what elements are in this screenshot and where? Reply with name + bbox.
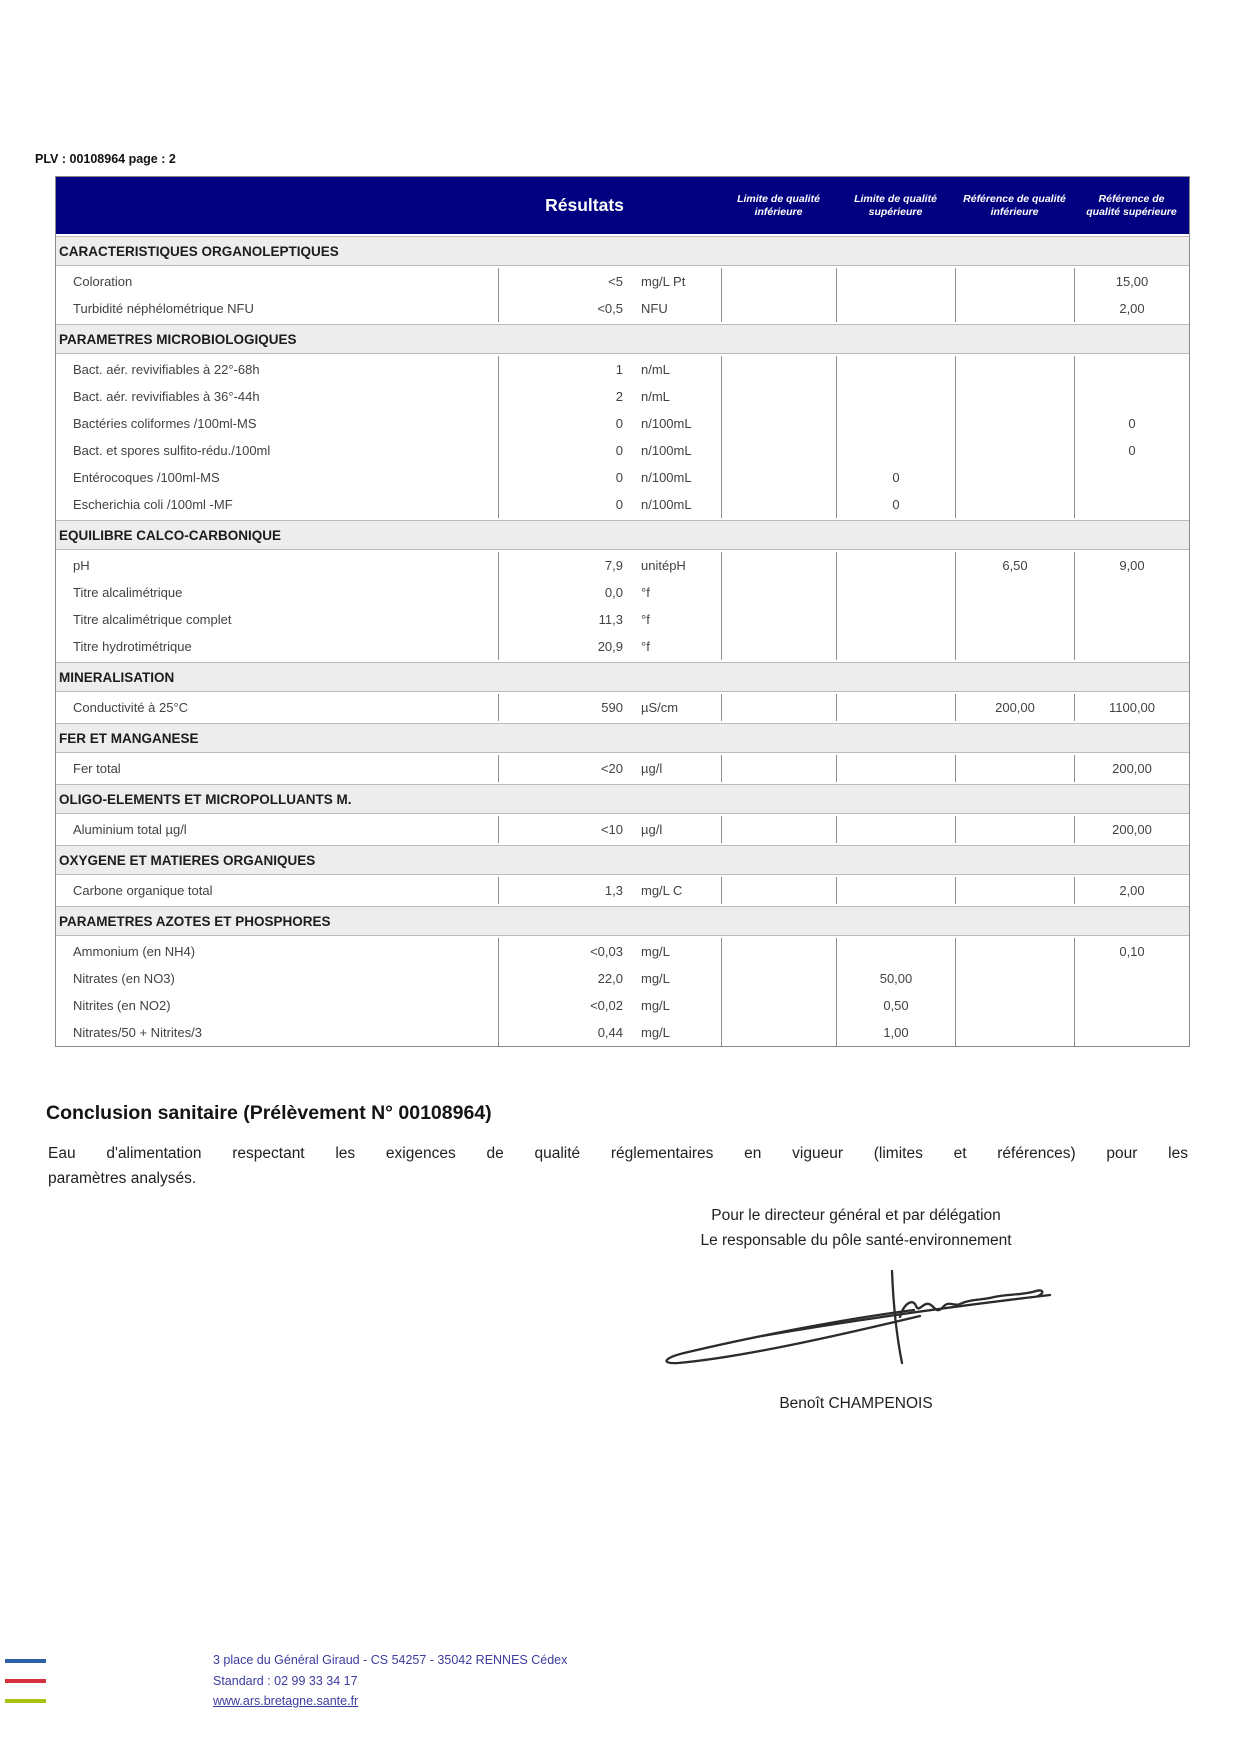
row-value: 22,0 <box>498 965 623 992</box>
cell-limite-superieure <box>836 694 955 721</box>
cell-reference-superieure <box>1074 356 1189 383</box>
cell-limite-superieure <box>836 633 955 660</box>
delegation-line1: Pour le directeur général et par délégation <box>711 1207 1001 1224</box>
cell-reference-superieure: 0 <box>1074 410 1189 437</box>
cell-limite-inferieure <box>721 383 836 410</box>
row-value: <10 <box>498 816 623 843</box>
row-label: Fer total <box>73 761 121 776</box>
row-unit: n/mL <box>641 389 670 404</box>
section-band: FER ET MANGANESE <box>56 723 1189 753</box>
row-label: Titre hydrotimétrique <box>73 639 192 654</box>
cell-reference-superieure <box>1074 464 1189 491</box>
cell-limite-superieure <box>836 295 955 322</box>
signature-image <box>652 1253 1064 1393</box>
cell-reference-inferieure: 6,50 <box>955 552 1074 579</box>
row-unit: µg/l <box>641 822 663 837</box>
row-label: Ammonium (en NH4) <box>73 944 196 959</box>
cell-limite-superieure <box>836 755 955 782</box>
cell-reference-inferieure <box>955 579 1074 606</box>
row-unit: mg/L <box>641 998 670 1013</box>
cell-limite-inferieure <box>721 694 836 721</box>
row-unit: n/100mL <box>641 443 692 458</box>
table-row <box>56 606 1189 633</box>
cell-reference-superieure <box>1074 606 1189 633</box>
table-row <box>56 437 1189 464</box>
table-body <box>56 236 1189 1046</box>
cell-reference-inferieure <box>955 877 1074 904</box>
section-rows <box>56 268 1189 322</box>
row-value: 0,0 <box>498 579 623 606</box>
footer-website-link[interactable]: www.ars.bretagne.sante.fr <box>213 1694 359 1708</box>
cell-reference-superieure <box>1074 1019 1189 1046</box>
row-value: 0 <box>498 491 623 518</box>
row-unit: n/100mL <box>641 497 692 512</box>
cell-reference-superieure <box>1074 579 1189 606</box>
row-label: Coloration <box>73 274 133 289</box>
row-unit: n/mL <box>641 362 670 377</box>
cell-limite-inferieure <box>721 755 836 782</box>
cell-reference-inferieure <box>955 1019 1074 1046</box>
results-column-header: Résultats <box>545 195 624 215</box>
row-label: Carbone organique total <box>73 883 213 898</box>
row-value: 11,3 <box>498 606 623 633</box>
cell-limite-superieure <box>836 816 955 843</box>
table-row <box>56 965 1189 992</box>
row-value: <0,5 <box>498 295 623 322</box>
row-unit: mg/L Pt <box>641 274 686 289</box>
row-unit: n/100mL <box>641 416 692 431</box>
cell-reference-inferieure <box>955 606 1074 633</box>
cell-reference-inferieure <box>955 383 1074 410</box>
footer-address: 3 place du Général Giraud - CS 54257 - 35042 RENNES Cédex <box>213 1653 568 1667</box>
cell-reference-superieure: 200,00 <box>1074 816 1189 843</box>
cell-limite-superieure <box>836 383 955 410</box>
delegation-line2: Le responsable du pôle santé-environnement <box>700 1232 1012 1249</box>
section-band: PARAMETRES MICROBIOLOGIQUES <box>56 324 1189 354</box>
cell-limite-inferieure <box>721 437 836 464</box>
row-unit: °f <box>641 639 650 654</box>
row-label: Titre alcalimétrique <box>73 585 183 600</box>
row-unit: mg/L <box>641 944 670 959</box>
cell-reference-inferieure <box>955 755 1074 782</box>
cell-limite-inferieure <box>721 633 836 660</box>
cell-limite-superieure: 0 <box>836 491 955 518</box>
cell-reference-inferieure <box>955 965 1074 992</box>
section-band: PARAMETRES AZOTES ET PHOSPHORES <box>56 906 1189 936</box>
row-unit: mg/L C <box>641 883 683 898</box>
footer-block <box>213 1650 567 1712</box>
cell-limite-superieure <box>836 938 955 965</box>
cell-limite-superieure <box>836 356 955 383</box>
cell-limite-inferieure <box>721 491 836 518</box>
results-table <box>55 176 1190 1047</box>
cell-reference-superieure: 0 <box>1074 437 1189 464</box>
cell-limite-superieure <box>836 410 955 437</box>
cell-limite-superieure <box>836 606 955 633</box>
cell-reference-superieure: 2,00 <box>1074 295 1189 322</box>
column-header-limite-inferieure: Limite de qualité inférieure <box>737 193 820 218</box>
cell-limite-inferieure <box>721 295 836 322</box>
table-row <box>56 992 1189 1019</box>
cell-limite-superieure <box>836 579 955 606</box>
section-rows <box>56 552 1189 660</box>
row-unit: mg/L <box>641 971 670 986</box>
conclusion-body-line2: paramètres analysés. <box>48 1170 197 1187</box>
cell-reference-superieure: 9,00 <box>1074 552 1189 579</box>
table-row <box>56 579 1189 606</box>
cell-limite-superieure: 50,00 <box>836 965 955 992</box>
row-unit: NFU <box>641 301 668 316</box>
section-band: CARACTERISTIQUES ORGANOLEPTIQUES <box>56 236 1189 266</box>
cell-reference-inferieure <box>955 295 1074 322</box>
cell-limite-superieure <box>836 877 955 904</box>
cell-limite-superieure: 0 <box>836 464 955 491</box>
row-unit: µg/l <box>641 761 663 776</box>
column-header-limite-superieure: Limite de qualité supérieure <box>854 193 937 218</box>
row-value: <5 <box>498 268 623 295</box>
cell-reference-inferieure <box>955 356 1074 383</box>
cell-reference-superieure <box>1074 633 1189 660</box>
section-rows <box>56 816 1189 843</box>
cell-reference-superieure <box>1074 965 1189 992</box>
cell-limite-inferieure <box>721 1019 836 1046</box>
cell-limite-inferieure <box>721 992 836 1019</box>
section-band: OXYGENE ET MATIERES ORGANIQUES <box>56 845 1189 875</box>
cell-reference-superieure <box>1074 383 1189 410</box>
cell-reference-inferieure <box>955 464 1074 491</box>
section-rows <box>56 938 1189 1046</box>
table-row <box>56 1019 1189 1046</box>
cell-reference-inferieure <box>955 268 1074 295</box>
row-unit: n/100mL <box>641 470 692 485</box>
cell-limite-inferieure <box>721 816 836 843</box>
row-label: Entérocoques /100ml-MS <box>73 470 220 485</box>
row-unit: °f <box>641 585 650 600</box>
footer-bar-red <box>5 1679 46 1683</box>
signatory-name: Benoît CHAMPENOIS <box>779 1395 933 1412</box>
cell-reference-inferieure <box>955 491 1074 518</box>
footer-bar-blue <box>5 1659 46 1663</box>
row-label: Bactéries coliformes /100ml-MS <box>73 416 257 431</box>
cell-reference-superieure: 0,10 <box>1074 938 1189 965</box>
table-row <box>56 268 1189 295</box>
cell-limite-inferieure <box>721 268 836 295</box>
row-value: <0,02 <box>498 992 623 1019</box>
section-band: MINERALISATION <box>56 662 1189 692</box>
cell-reference-inferieure <box>955 633 1074 660</box>
section-band: OLIGO-ELEMENTS ET MICROPOLLUANTS M. <box>56 784 1189 814</box>
row-value: 1 <box>498 356 623 383</box>
cell-limite-superieure <box>836 552 955 579</box>
cell-reference-inferieure: 200,00 <box>955 694 1074 721</box>
table-row <box>56 464 1189 491</box>
delegation-block <box>600 1203 1112 1253</box>
cell-limite-inferieure <box>721 464 836 491</box>
table-row <box>56 877 1189 904</box>
conclusion-body <box>48 1141 1188 1191</box>
row-value: 2 <box>498 383 623 410</box>
row-label: Nitrites (en NO2) <box>73 998 171 1013</box>
cell-reference-inferieure <box>955 938 1074 965</box>
row-value: 7,9 <box>498 552 623 579</box>
row-label: Turbidité néphélométrique NFU <box>73 301 254 316</box>
row-label: Bact. aér. revivifiables à 36°-44h <box>73 389 260 404</box>
table-row <box>56 633 1189 660</box>
row-label: Bact. et spores sulfito-rédu./100ml <box>73 443 271 458</box>
section-rows <box>56 694 1189 721</box>
cell-reference-superieure: 1100,00 <box>1074 694 1189 721</box>
cell-reference-superieure <box>1074 992 1189 1019</box>
table-row <box>56 383 1189 410</box>
table-row <box>56 938 1189 965</box>
row-unit: unitépH <box>641 558 686 573</box>
row-unit: mg/L <box>641 1025 670 1040</box>
table-row <box>56 295 1189 322</box>
conclusion-title: Conclusion sanitaire (Prélèvement N° 00108964) <box>46 1102 492 1124</box>
row-value: 20,9 <box>498 633 623 660</box>
row-value: 0 <box>498 437 623 464</box>
cell-limite-inferieure <box>721 606 836 633</box>
cell-limite-inferieure <box>721 552 836 579</box>
row-label: Nitrates (en NO3) <box>73 971 175 986</box>
table-row <box>56 552 1189 579</box>
row-value: 0 <box>498 464 623 491</box>
cell-limite-superieure <box>836 268 955 295</box>
row-label: pH <box>73 558 90 573</box>
cell-reference-superieure: 15,00 <box>1074 268 1189 295</box>
footer-phone: Standard : 02 99 33 34 17 <box>213 1673 358 1688</box>
conclusion-body-line1: Eau d'alimentation respectant les exigences de qualité réglementaires en vigueur (limites et références) pour les <box>48 1145 1188 1162</box>
section-rows <box>56 877 1189 904</box>
row-unit: µS/cm <box>641 700 679 715</box>
row-value: 1,3 <box>498 877 623 904</box>
cell-limite-inferieure <box>721 938 836 965</box>
row-value: 0 <box>498 410 623 437</box>
section-band: EQUILIBRE CALCO-CARBONIQUE <box>56 520 1189 550</box>
cell-reference-inferieure <box>955 437 1074 464</box>
row-value: <20 <box>498 755 623 782</box>
table-row <box>56 356 1189 383</box>
cell-limite-inferieure <box>721 410 836 437</box>
cell-reference-superieure <box>1074 491 1189 518</box>
cell-limite-superieure <box>836 437 955 464</box>
row-label: Aluminium total µg/l <box>73 822 187 837</box>
table-row <box>56 755 1189 782</box>
table-header <box>56 177 1189 234</box>
cell-limite-inferieure <box>721 965 836 992</box>
row-label: Conductivité à 25°C <box>73 700 189 715</box>
cell-limite-superieure: 0,50 <box>836 992 955 1019</box>
column-header-reference-superieure: Référence de qualité supérieure <box>1086 193 1177 218</box>
cell-reference-inferieure <box>955 816 1074 843</box>
cell-reference-inferieure <box>955 992 1074 1019</box>
cell-limite-inferieure <box>721 579 836 606</box>
cell-reference-inferieure <box>955 410 1074 437</box>
row-value: 0,44 <box>498 1019 623 1046</box>
footer-bar-green <box>5 1699 46 1703</box>
section-rows <box>56 356 1189 518</box>
table-row <box>56 491 1189 518</box>
row-label: Titre alcalimétrique complet <box>73 612 232 627</box>
row-label: Escherichia coli /100ml -MF <box>73 497 233 512</box>
cell-reference-superieure: 200,00 <box>1074 755 1189 782</box>
table-row <box>56 410 1189 437</box>
cell-limite-inferieure <box>721 356 836 383</box>
section-rows <box>56 755 1189 782</box>
cell-limite-superieure: 1,00 <box>836 1019 955 1046</box>
column-header-reference-inferieure: Référence de qualité inférieure <box>963 193 1066 218</box>
row-unit: °f <box>641 612 650 627</box>
table-row <box>56 816 1189 843</box>
row-value: <0,03 <box>498 938 623 965</box>
table-row <box>56 694 1189 721</box>
row-label: Bact. aér. revivifiables à 22°-68h <box>73 362 260 377</box>
row-label: Nitrates/50 + Nitrites/3 <box>73 1025 202 1040</box>
cell-reference-superieure: 2,00 <box>1074 877 1189 904</box>
plv-page-label: PLV : 00108964 page : 2 <box>35 152 176 166</box>
cell-limite-inferieure <box>721 877 836 904</box>
row-value: 590 <box>498 694 623 721</box>
